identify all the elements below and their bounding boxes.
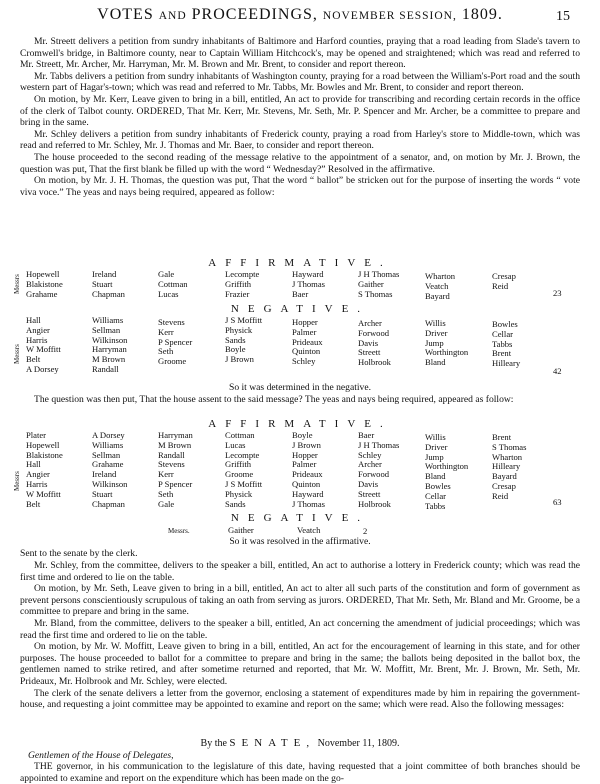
vote-name: J S Moffitt <box>225 315 263 325</box>
vote-name: Hall <box>26 315 41 325</box>
vote-name: Palmer <box>292 326 317 337</box>
vote-name: J Thomas <box>292 498 326 509</box>
vote-name: Wharton <box>492 451 523 462</box>
vote-count: 42 <box>553 366 562 376</box>
paragraph: Mr. Schley, from the committee, delivers to the speaker a bill, entitled, An act to authorise a lottery in Frederick county; which was read the first time and ordered to lie on the table. <box>20 560 580 583</box>
vote-name: Bowles <box>425 480 451 491</box>
vote-name: Blakistone <box>26 278 63 289</box>
vote-column <box>26 270 63 299</box>
vote-name: Cottman <box>225 430 255 440</box>
vote-name: Groome <box>225 469 254 480</box>
vote-name: Prideaux <box>292 469 323 480</box>
vote-name: W Moffitt <box>26 344 61 355</box>
vote-name: Lecompte <box>225 269 260 279</box>
vote-name: Baer <box>292 288 309 299</box>
messrs-label: Messrs <box>13 274 21 294</box>
vote-name: Belt <box>26 498 41 509</box>
title-session: NOVEMBER SESSION, <box>322 10 457 22</box>
vote-name: Tabbs <box>425 500 446 511</box>
vote-count: 63 <box>553 497 562 507</box>
title-year: 1809. <box>461 6 503 23</box>
vote-name: Holbrook <box>358 357 391 368</box>
vote-name: Griffith <box>225 459 252 470</box>
vote-name: Gaither <box>358 278 384 289</box>
vote-column <box>292 318 323 367</box>
vote-name: Sands <box>225 498 246 509</box>
senate-word: SENATE, <box>229 737 316 749</box>
vote-name: Willis <box>425 318 446 328</box>
paragraph: On motion, by Mr. Seth, Leave given to bring in a bill, entitled, An act to alter all such parts of the constitution and form of government as prevent persons conscientiously scrupulous of taking an oath from serving as jurors. ORDERED, That Mr. Seth, Mr. Bland and Mr. Groome, be a committee to prepare and bring in the same. <box>20 583 580 618</box>
vote-name: Grahame <box>92 459 124 470</box>
vote-name: Cottman <box>158 278 188 289</box>
vote-name: Davis <box>358 478 379 489</box>
vote-name: Harris <box>26 334 48 345</box>
vote-name: Harryman <box>158 430 193 440</box>
vote-name: P Spencer <box>158 336 193 347</box>
paragraph: Mr. Tabbs delivers a petition from sundry inhabitants of Washington county, praying for a road between the William's-Port road and the south western part of Hagar's-town; which was read and referred to Mr. Tabbs, Mr. Bowles and Mr. Brent, to consider and report thereon. <box>20 70 580 94</box>
senate-by: By the <box>200 738 227 749</box>
vote-name: Holbrook <box>358 498 391 509</box>
vote-name: Physick <box>225 488 253 499</box>
title-word: PROCEEDINGS, <box>191 6 318 23</box>
vote-name: S Thomas <box>358 288 393 299</box>
vote-name: J S Moffitt <box>225 478 263 489</box>
vote-count: 23 <box>553 288 562 298</box>
question2 <box>20 394 580 406</box>
vote-name: Schley <box>292 356 316 367</box>
closing-paragraph <box>20 761 580 784</box>
vote-name: Gale <box>158 498 175 509</box>
vote-name: Physick <box>225 324 253 335</box>
vote-name: Cresap <box>492 271 516 281</box>
vote-column <box>425 433 468 511</box>
vote-name: A Dorsey <box>26 363 59 374</box>
senate-heading <box>0 738 600 749</box>
vote1-affirmative-list <box>0 270 600 302</box>
vote-name: Willis <box>425 432 446 442</box>
vote-name: Bowles <box>492 319 518 329</box>
vote2-result: So it was resolved in the affirmative. <box>229 536 371 547</box>
vote-name: Archer <box>358 318 382 328</box>
vote-name: Belt <box>26 354 41 365</box>
vote-name: Forwood <box>358 327 390 338</box>
vote-name: Hopper <box>292 449 318 460</box>
vote-column <box>292 431 325 509</box>
vote-name: Streett <box>358 347 381 358</box>
vote-column <box>92 316 127 375</box>
messrs-label: Messrs <box>13 344 21 364</box>
vote-column <box>358 319 391 368</box>
vote-name: Hayward <box>292 488 324 499</box>
vote-name: Worthington <box>425 461 469 472</box>
vote-name: Stevens <box>158 459 185 470</box>
vote-name: Hilleary <box>492 358 521 369</box>
vote-name: Quinton <box>292 478 321 489</box>
vote-name: Gale <box>158 269 175 279</box>
paragraph: The clerk of the senate delivers a letter from the governor, enclosing a statement of expenditures made by him in repairing the government-house, and requesting a joint committee may be appointed to examine and report on the same; which were read. Also the following messages: <box>20 687 580 711</box>
paragraph: THE governor, in his communication to the legislature of this date, having requested that a joint committee of both branches should be appointed to examine and report on the expenditure which has been made on the go- <box>20 761 580 784</box>
vote-name: Randall <box>158 449 185 460</box>
paragraph: Sent to the senate by the clerk. <box>20 548 138 559</box>
vote-name: Lucas <box>225 439 246 450</box>
vote-name: Angier <box>26 324 50 335</box>
vote-name: Bayard <box>425 290 450 301</box>
paragraph: On motion, by Mr. Kerr, Leave given to bring in a bill, entitled, An act to provide for transcribing and recording certain records in the office of the clerk of Talbot county. ORDERED, That Mr. Kerr, Mr. Stevens, Mr. Seth, Mr. P. Spencer and Mr. Archer, be a committee to prepare and bring in the same. <box>20 93 580 129</box>
vote-column <box>358 270 399 299</box>
vote-name: Harris <box>26 478 48 489</box>
vote1-affirmative-heading: AFFIRMATIVE. <box>208 257 392 269</box>
vote-name: Lecompte <box>225 449 260 460</box>
vote2-affirmative-list <box>0 431 600 511</box>
vote-name: Driver <box>425 327 448 338</box>
vote-name: Williams <box>92 439 124 450</box>
messrs-label: Messrs. <box>168 527 190 535</box>
paragraphs-bottom <box>20 560 580 711</box>
vote-name: Hayward <box>292 269 324 279</box>
vote-name: Sellman <box>92 449 121 460</box>
vote-name: Hopewell <box>26 269 60 279</box>
vote-name: Bland <box>425 471 446 482</box>
paragraph: Mr. Schley delivers a petition from sundry inhabitants of Frederick county, praying a road from Harley's store to Middle-town, which was read and referred to Mr. Schley, Mr. J. Thomas and Mr. Baer, to consider and report thereon. <box>20 128 580 152</box>
vote-name: J Brown <box>292 439 321 450</box>
vote-name: Plater <box>26 430 47 440</box>
vote-name: Randall <box>92 363 119 374</box>
vote-column <box>158 270 188 299</box>
vote-name: Jump <box>425 337 444 348</box>
vote-name: Sands <box>225 334 246 345</box>
vote-column <box>225 270 259 299</box>
paragraph: The house proceeded to the second reading of the message relative to the appointment of a senator, and, on motion by Mr. J. Brown, the question was put, That the first blank be filled up with the word “ Wednesday?” Resolved in the affirmative. <box>20 151 580 175</box>
vote-name: Brent <box>492 348 512 359</box>
vote-name: Stevens <box>158 317 185 327</box>
vote-column <box>358 431 399 509</box>
vote-name: Hilleary <box>492 461 521 472</box>
vote-name: Hopper <box>292 317 318 327</box>
vote1-result: So it was determined in the negative. <box>228 382 371 393</box>
vote-column <box>26 431 63 509</box>
vote-name: Cellar <box>425 490 446 501</box>
vote-name: Veatch <box>297 525 321 535</box>
vote-name: Williams <box>92 315 124 325</box>
vote-name: Frazier <box>225 288 250 299</box>
vote-name: A Dorsey <box>92 430 125 440</box>
vote-name: Hall <box>26 459 41 470</box>
vote2-negative-list <box>0 525 600 535</box>
vote-name: Worthington <box>425 347 469 358</box>
vote-name: Seth <box>158 346 174 357</box>
vote-name: Wilkinson <box>92 334 128 345</box>
vote-count: 2 <box>363 526 368 536</box>
title-word: AND <box>158 10 187 22</box>
vote2-affirmative-heading: AFFIRMATIVE. <box>208 418 392 430</box>
vote-name: W Moffitt <box>26 488 61 499</box>
vote-column <box>92 431 127 509</box>
vote-name: Griffith <box>225 278 252 289</box>
vote-name: Davis <box>358 337 379 348</box>
vote1-negative-heading: NEGATIVE. <box>230 303 370 315</box>
vote-name: Grahame <box>26 288 58 299</box>
vote-name: Baer <box>358 430 375 440</box>
vote2-negative-heading: NEGATIVE. <box>230 512 370 524</box>
vote-column <box>158 318 192 367</box>
vote-column <box>292 270 325 299</box>
vote-name: J H Thomas <box>358 439 400 450</box>
vote-name: Gaither <box>228 525 254 535</box>
vote-name: Groome <box>158 356 187 367</box>
vote-column <box>92 270 125 299</box>
vote-name: Chapman <box>92 498 125 509</box>
vote-name: Palmer <box>292 459 317 470</box>
vote-name: Kerr <box>158 326 174 337</box>
vote-column <box>425 272 455 301</box>
title-word: VOTES <box>97 6 154 23</box>
vote-column <box>225 316 262 365</box>
vote-name: Blakistone <box>26 449 63 460</box>
vote-column <box>492 320 520 369</box>
sent-line <box>20 548 580 560</box>
messrs-label: Messrs <box>13 471 21 491</box>
vote-name: Bayard <box>492 471 517 482</box>
vote-name: M Brown <box>92 354 126 365</box>
senate-date: November 11, 1809. <box>317 738 400 749</box>
paragraph: Mr. Bland, from the committee, delivers to the speaker a bill, entitled, An act concerning the amendment of judicial proceedings; which was read the first time and ordered to lie on the table. <box>20 617 580 641</box>
vote-name: Streett <box>358 488 381 499</box>
vote-name: J Brown <box>225 354 254 365</box>
paragraph: Mr. Streett delivers a petition from sundry inhabitants of Baltimore and Harford counties, praying that a road leading from Slade's tavern to Cromwell's bridge, in Baltimore county, near to Captain William Hitchcock's, may be opened and straightened; which was read and referred to Mr. Streett, Mr. Archer, Mr. Harryman, Mr. M. Brown and Mr. Brent, to consider and report thereon. <box>20 36 580 71</box>
vote-name: Wharton <box>425 271 456 281</box>
vote-name: Boyle <box>292 430 313 440</box>
paragraph: On motion, by Mr. J. H. Thomas, the question was put, That the word “ ballot” be stricken out for the purpose of inserting the words “ vote viva voce.” The yeas and nays being required, appeared as follow: <box>20 175 580 198</box>
vote-name: S Thomas <box>492 441 527 452</box>
vote-name: Stuart <box>92 488 113 499</box>
page-title <box>0 6 600 24</box>
vote1-negative-list <box>0 316 600 380</box>
vote-name: Stuart <box>92 278 113 289</box>
vote-name: Kerr <box>158 469 174 480</box>
paragraph: The question was then put, That the house assent to the said message? The yeas and nays being required, appeared as follow: <box>34 394 514 405</box>
vote-name: Ireland <box>92 269 117 279</box>
vote-name: Wilkinson <box>92 478 128 489</box>
vote-name: Sellman <box>92 324 121 335</box>
vote-column <box>425 319 468 368</box>
vote-name: Schley <box>358 449 382 460</box>
vote-name: Archer <box>358 459 382 470</box>
vote-name: Prideaux <box>292 336 323 347</box>
salutation: Gentlemen of the House of Delegates, <box>28 750 174 761</box>
vote-name: Veatch <box>425 280 449 291</box>
page-number: 15 <box>556 9 570 24</box>
vote-name: P Spencer <box>158 478 193 489</box>
vote-name: J Thomas <box>292 278 326 289</box>
vote-name: Boyle <box>225 344 246 355</box>
vote-name: M Brown <box>158 439 192 450</box>
vote-name: Reid <box>492 280 509 291</box>
vote-name: J H Thomas <box>358 269 400 279</box>
vote-name: Forwood <box>358 469 390 480</box>
vote-name: Lucas <box>158 288 179 299</box>
vote-name: Driver <box>425 441 448 452</box>
vote-column <box>492 272 516 292</box>
vote-name: Tabbs <box>492 338 513 349</box>
vote-name: Seth <box>158 488 174 499</box>
vote-column <box>492 433 526 502</box>
vote-name: Quinton <box>292 346 321 357</box>
vote-name: Ireland <box>92 469 117 480</box>
vote-column <box>225 431 262 509</box>
vote-name: Chapman <box>92 288 125 299</box>
vote-column <box>158 431 193 509</box>
vote-name: Hopewell <box>26 439 60 450</box>
vote-name: Brent <box>492 432 512 442</box>
vote-name: Reid <box>492 490 509 501</box>
vote-name: Harryman <box>92 344 127 355</box>
vote-name: Cresap <box>492 480 516 491</box>
paragraph: On motion, by Mr. W. Moffitt, Leave given to bring in a bill, entitled, An act for the encouragement of learning in this state, and for other purposes. The house proceeded to ballot for a committee to prepare and bring in the same; the ballots being deposited in the ballot box, the gentlemen named to strike retired, and after sometime returned and reported, that Mr. W. Moffitt, Mr. Brent, Mr. J. Brown, Mr. Seth, Mr. Prideaux, Mr. Holbrook and Mr. Schley, were elected. <box>20 641 580 687</box>
vote-name: Jump <box>425 451 444 462</box>
vote-column <box>26 316 61 375</box>
vote-name: Cellar <box>492 328 513 339</box>
vote-name: Bland <box>425 357 446 368</box>
paragraphs-top <box>20 36 580 198</box>
vote-name: Angier <box>26 469 50 480</box>
